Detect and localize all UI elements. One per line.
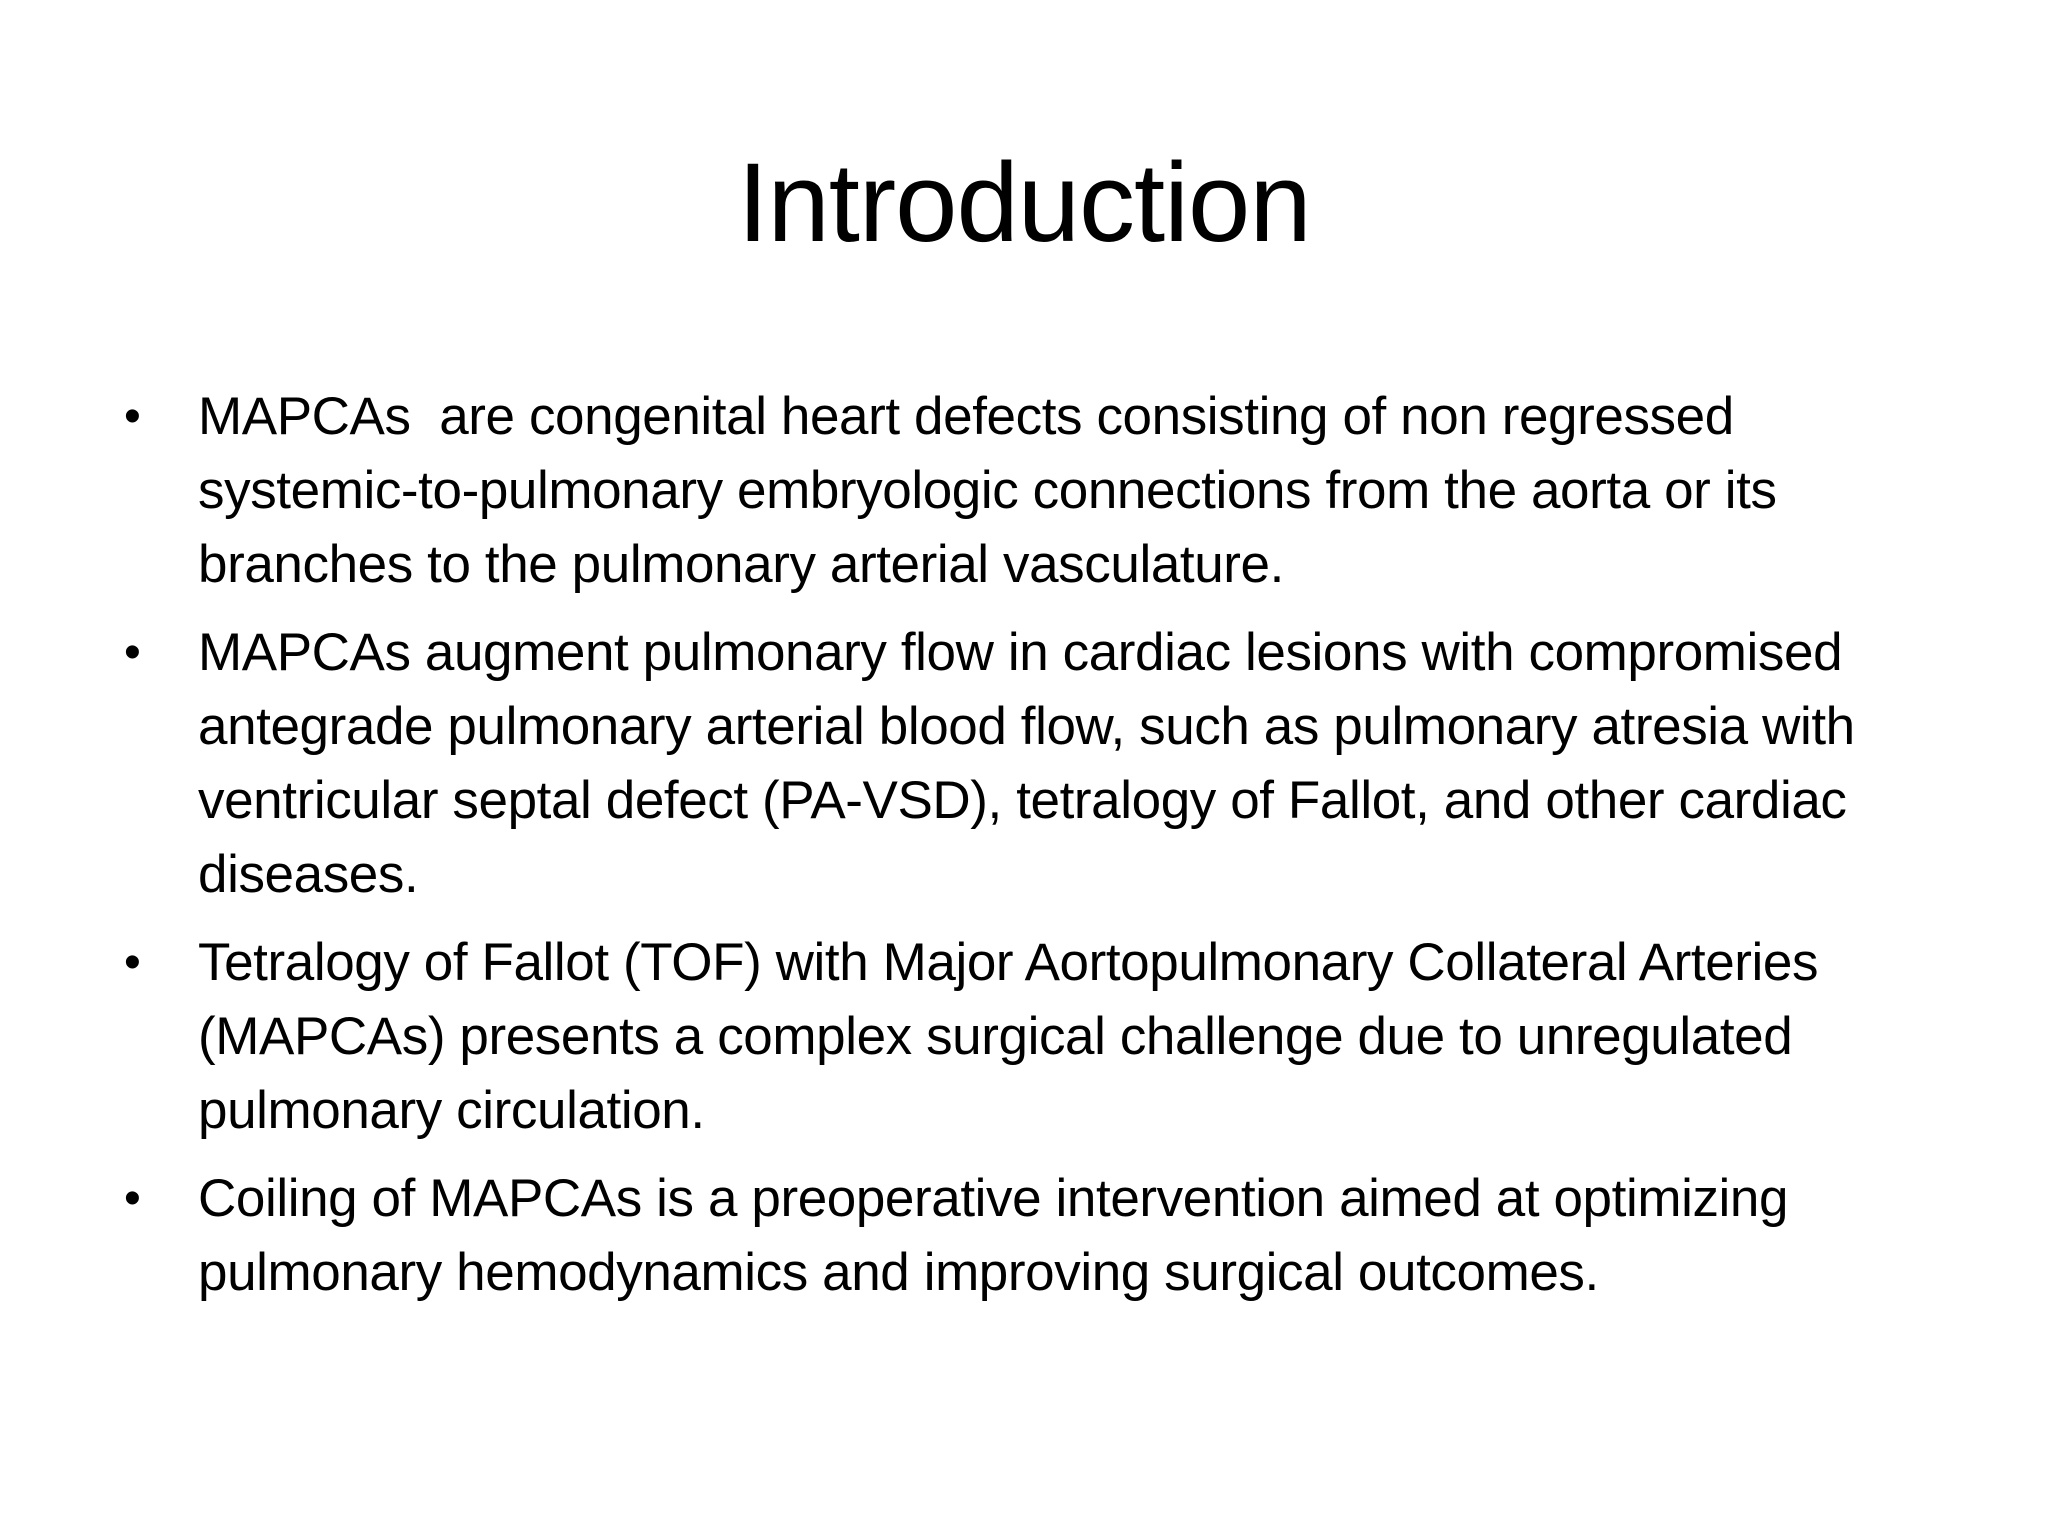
- bullet-item-1: [120, 380, 1950, 602]
- bullet-text: MAPCAs are congenital heart defects consisting of non regressed systemic-to-pulmonary embryologic connections from the aorta or its branches to the pulmonary arterial vasculature.: [198, 387, 1791, 594]
- bullet-item-4: [120, 1162, 1950, 1310]
- bullet-list: [120, 380, 1950, 1324]
- bullet-text: Coiling of MAPCAs is a preoperative intervention aimed at optimizing pulmonary hemodynamics and improving surgical outcomes.: [198, 1169, 1789, 1302]
- bullet-item-3: [120, 926, 1950, 1148]
- slide-title: Introduction: [737, 140, 1311, 265]
- bullet-text: MAPCAs augment pulmonary flow in cardiac lesions with compromised antegrade pulmonary arterial blood flow, such as pulmonary atresia with ventricular septal defect (PA-VSD), tetralogy of Fallot, and other cardiac diseases.: [198, 623, 1855, 904]
- bullet-dot-icon: •: [124, 936, 141, 989]
- bullet-item-2: [120, 616, 1950, 912]
- bullet-text: Tetralogy of Fallot (TOF) with Major Aortopulmonary Collateral Arteries (MAPCAs) presents a complex surgical challenge due to unregulated pulmonary circulation.: [198, 933, 1819, 1140]
- bullet-dot-icon: •: [124, 390, 141, 443]
- bullet-dot-icon: •: [124, 1172, 141, 1225]
- bullet-dot-icon: •: [124, 626, 141, 679]
